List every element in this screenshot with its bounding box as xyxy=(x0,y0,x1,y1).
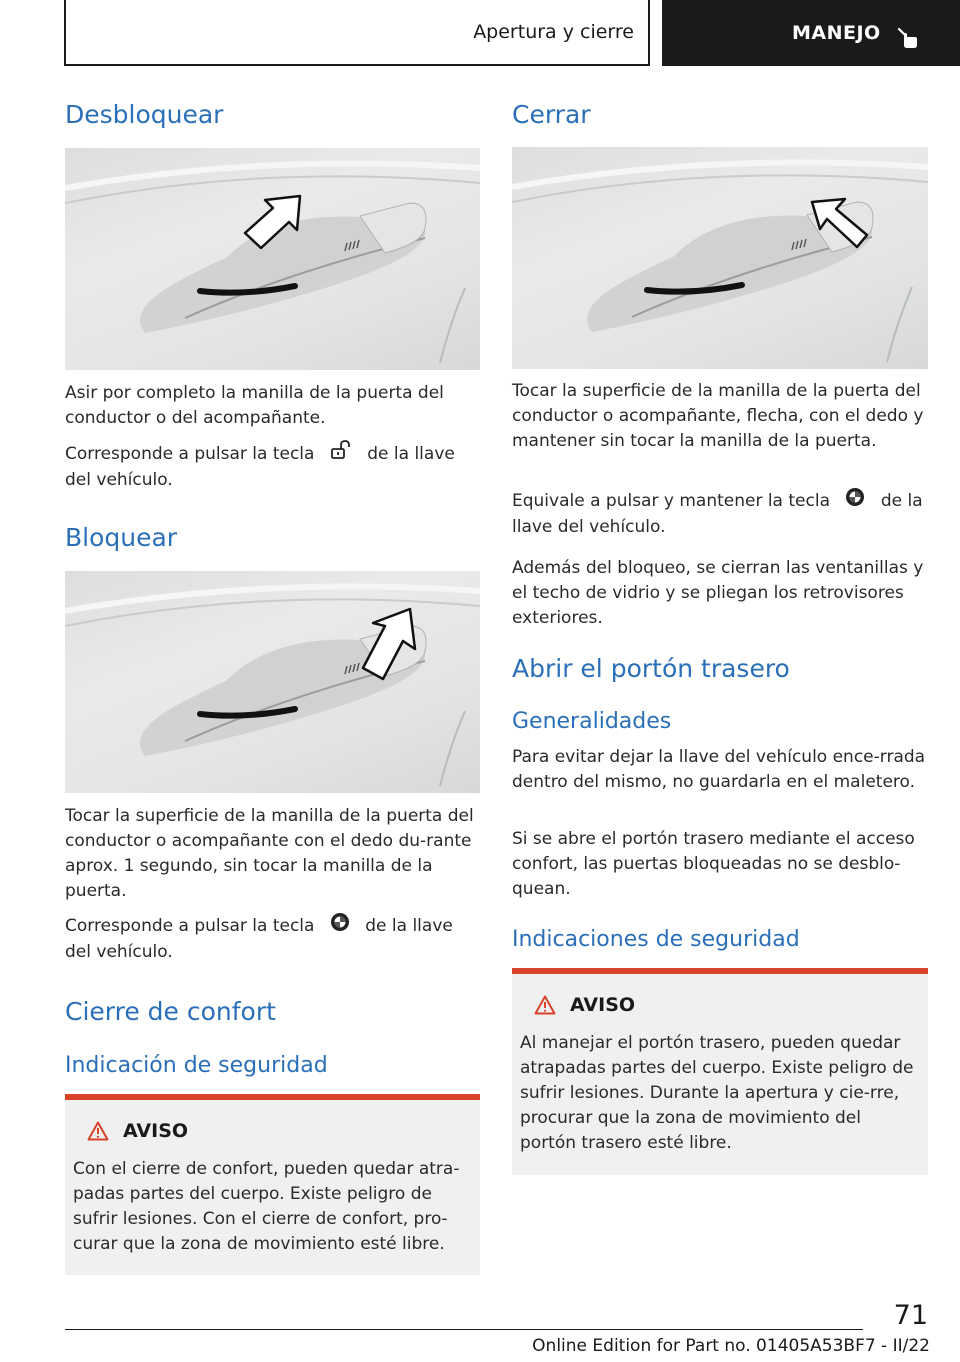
tailgate-text-2: Si se abre el portón trasero mediante el acceso confort, las puertas bloqueadas no se desblo‐quean. xyxy=(512,829,915,899)
warning-title: AVISO xyxy=(123,1120,189,1142)
lock-text-2-after: de la llave del vehículo. xyxy=(65,916,453,962)
warning-triangle-icon xyxy=(534,995,556,1015)
close-text-2-before: Equivale a pulsar y mantener la tecla xyxy=(512,491,830,511)
door-handle-unlock-photo xyxy=(65,148,480,370)
close-text-2-after: de la llave del vehículo. xyxy=(512,491,923,537)
close-text-1: Tocar la superficie de la manilla de la puerta del conductor o acompañante, flecha, con el dedo y mantener sin tocar la manilla de la puerta. xyxy=(512,381,924,451)
lock-heading: Bloquear xyxy=(65,523,178,552)
bmw-logo-icon xyxy=(845,487,865,515)
section-tab xyxy=(64,0,650,66)
unlock-text-2-before: Corresponde a pulsar la tecla xyxy=(65,444,315,464)
warning-triangle-icon xyxy=(87,1121,109,1141)
door-handle-close-photo xyxy=(512,147,928,369)
bmw-logo-icon xyxy=(330,912,350,940)
warning-text: Con el cierre de confort, pueden quedar atra‐padas partes del cuerpo. Existe peligro de sufrir lesiones. Con el cierre de confort, pro‐curar que la zona de movimiento esté libre. xyxy=(73,1159,460,1254)
tailgate-heading: Abrir el portón trasero xyxy=(512,654,790,683)
close-text-2 xyxy=(512,487,928,540)
safety-instructions-heading: Indicaciones de seguridad xyxy=(512,927,800,952)
chapter-tab xyxy=(662,0,960,66)
close-text-3: Además del bloqueo, se cierran las ventanillas y el techo de vidrio y se pliegan los retrovisores exteriores. xyxy=(512,558,924,628)
warning-box-tailgate xyxy=(512,968,928,1175)
footer-edition: Online Edition for Part no. 01405A53BF7 - II/22 xyxy=(532,1336,930,1356)
chapter-tab-label: MANEJO xyxy=(792,22,881,44)
page-number: 71 xyxy=(893,1300,928,1331)
section-tab-label: Apertura y cierre xyxy=(473,21,634,43)
warning-box-comfort xyxy=(65,1094,480,1275)
general-heading: Generalidades xyxy=(512,709,672,734)
tailgate-text-1: Para evitar dejar la llave del vehículo ence‐rrada dentro del mismo, no guardarla en el maletero. xyxy=(512,747,926,792)
unlock-heading: Desbloquear xyxy=(65,100,224,129)
door-handle-lock-photo xyxy=(65,571,480,793)
warning-header xyxy=(534,994,635,1016)
warning-text: Al manejar el portón trasero, pueden quedar atrapadas partes del cuerpo. Existe peligro de sufrir lesiones. Durante la apertura y cie‐rre, procurar que la zona de movimiento del portón trasero esté libre. xyxy=(520,1033,914,1153)
unlock-text-2-after: de la llave del vehículo. xyxy=(65,444,455,490)
footer-divider xyxy=(65,1329,863,1330)
unlock-text-1: Asir por completo la manilla de la puerta del conductor o del acompañante. xyxy=(65,383,444,428)
unlock-text-2 xyxy=(65,440,480,493)
comfort-close-heading: Cierre de confort xyxy=(65,997,276,1026)
safety-note-heading: Indicación de seguridad xyxy=(65,1053,328,1078)
lock-text-1: Tocar la superficie de la manilla de la puerta del conductor o acompañante con el dedo du‐rante aprox. 1 segundo, sin tocar la manilla de la puerta. xyxy=(65,806,474,901)
warning-header xyxy=(87,1120,188,1142)
hand-pointer-icon xyxy=(896,26,920,50)
lock-text-2 xyxy=(65,912,480,965)
lock-text-2-before: Corresponde a pulsar la tecla xyxy=(65,916,315,936)
warning-title: AVISO xyxy=(570,994,636,1016)
close-heading: Cerrar xyxy=(512,100,591,129)
unlocked-padlock-icon xyxy=(330,440,352,468)
